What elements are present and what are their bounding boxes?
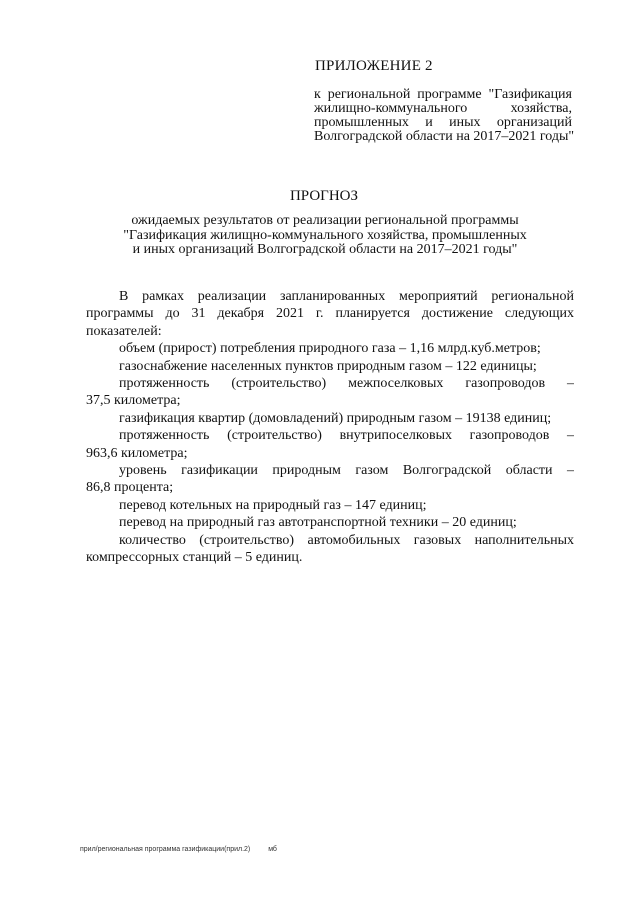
indicator-item-continuation: компрессорных станций – 5 единиц. [86, 550, 303, 565]
body-text [86, 288, 574, 566]
forecast-subtitle-line: и иных организаций Волгоградской области на 2017–2021 годы" [132, 242, 518, 257]
indicator-item-continuation: 37,5 километра; [86, 393, 181, 409]
footer [80, 846, 277, 853]
footer-code: мб [268, 846, 277, 853]
forecast-subtitle [100, 214, 550, 258]
appendix-ref-line: жилищно-коммунального хозяйства, [314, 101, 572, 116]
indicator-item: перевод на природный газ автотранспортной техники – 20 единиц; [119, 515, 517, 531]
intro-line: В рамках реализации запланированных мероприятий региональной [119, 289, 574, 304]
appendix-ref-line: Волгоградской области на 2017–2021 годы" [314, 129, 575, 144]
indicator-item: газификация квартир (домовладений) природным газом – 19138 единиц; [119, 410, 552, 426]
indicator-item: протяженность (строительство) межпоселковых газопроводов – [119, 376, 574, 391]
indicator-item-continuation: 86,8 процента; [86, 480, 174, 496]
forecast-subtitle-line: "Газификация жилищно-коммунального хозяйства, промышленных [123, 227, 527, 243]
forecast-subtitle-line: ожидаемых результатов от реализации региональной программы [131, 213, 519, 228]
appendix-ref-line: к региональной программе "Газификация [314, 87, 572, 102]
appendix-title: ПРИЛОЖЕНИЕ 2 [315, 58, 433, 74]
indicator-item: протяженность (строительство) внутрипоселковых газопроводов – [119, 428, 574, 444]
forecast-title: ПРОГНОЗ [289, 188, 359, 204]
indicator-item: перевод котельных на природный газ – 147 единиц; [119, 497, 427, 513]
indicator-item: уровень газификации природным газом Волгоградской области – [119, 463, 574, 478]
indicator-item-continuation: 963,6 километра; [86, 445, 188, 461]
appendix-ref-line: промышленных и иных организаций [314, 115, 572, 130]
indicator-item: объем (прирост) потребления природного газа – 1,16 млрд.куб.метров; [119, 341, 541, 357]
appendix-reference [314, 87, 575, 144]
footer-file-path: прил/региональная программа газификации(прил.2) [80, 846, 251, 853]
intro-line: показателей: [86, 323, 162, 339]
indicator-item: газоснабжение населенных пунктов природным газом – 122 единицы; [119, 358, 537, 374]
indicator-item: количество (строительство) автомобильных газовых наполнительных [119, 532, 574, 548]
intro-line: программы до 31 декабря 2021 г. планируется достижение следующих [86, 306, 574, 322]
